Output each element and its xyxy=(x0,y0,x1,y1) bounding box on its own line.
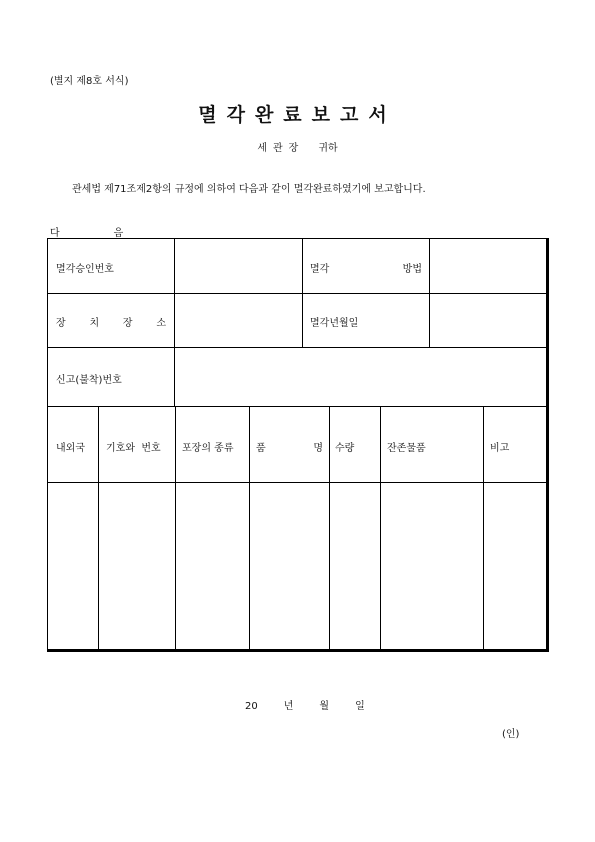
form-code: (별지 제8호 서식) xyxy=(50,76,129,87)
date-month-label: 월 xyxy=(319,701,330,712)
col-header-package-type: 포장의 종류 xyxy=(182,443,234,454)
seal-mark: (인) xyxy=(502,729,520,740)
report-no-label: 신고(불착)번호 xyxy=(56,375,122,386)
col-divider xyxy=(175,406,176,650)
row-divider xyxy=(48,293,546,294)
col-divider xyxy=(302,239,303,347)
location-char: 치 xyxy=(89,318,100,329)
date-year-label: 년 xyxy=(283,701,294,712)
approval-no-label: 멸각승인번호 xyxy=(56,264,114,275)
addressee xyxy=(0,139,595,154)
next-label-right: 음 xyxy=(113,228,124,239)
col-header-quantity: 수량 xyxy=(335,443,355,454)
method-label xyxy=(310,260,422,275)
method-label-b: 방법 xyxy=(402,264,422,275)
col-header-remaining: 잔존물품 xyxy=(387,443,426,454)
date-day-label: 일 xyxy=(355,701,365,712)
document-title: 멸각완료보고서 xyxy=(198,104,397,126)
col-header-item-name xyxy=(256,439,323,454)
date-label: 멸각년월일 xyxy=(310,318,359,329)
location-char: 장 xyxy=(56,318,66,329)
date-year: 20 xyxy=(245,701,258,712)
col-divider xyxy=(98,406,99,650)
addressee-office: 세관장 xyxy=(257,143,305,154)
col-divider xyxy=(380,406,381,650)
report-date xyxy=(245,697,391,712)
col-divider xyxy=(249,406,250,650)
addressee-honorific: 귀하 xyxy=(318,143,338,154)
col-header-marks-numbers: 기호와 번호 xyxy=(106,443,161,454)
col-divider xyxy=(429,239,430,347)
row-divider xyxy=(48,406,546,407)
location-label xyxy=(56,314,166,329)
location-char: 소 xyxy=(156,318,166,329)
statement: 관세법 제71조제2항의 규정에 의하여 다음과 같이 멸각완료하였기에 보고합니다. xyxy=(72,184,426,195)
report-table xyxy=(47,238,549,652)
col-divider xyxy=(329,406,330,650)
col-divider xyxy=(174,239,175,406)
row-divider xyxy=(48,482,546,483)
method-label-a: 멸각 xyxy=(310,264,330,275)
col-header-remarks: 비고 xyxy=(490,443,510,454)
col-header-domestic-foreign: 내외국 xyxy=(56,443,85,454)
item-name-a: 품 xyxy=(256,443,266,454)
row-divider xyxy=(48,347,546,348)
next-label-left: 다 xyxy=(50,228,60,239)
next-label xyxy=(50,224,123,239)
col-divider xyxy=(483,406,484,650)
item-name-b: 명 xyxy=(313,443,323,454)
location-char: 장 xyxy=(122,318,133,329)
